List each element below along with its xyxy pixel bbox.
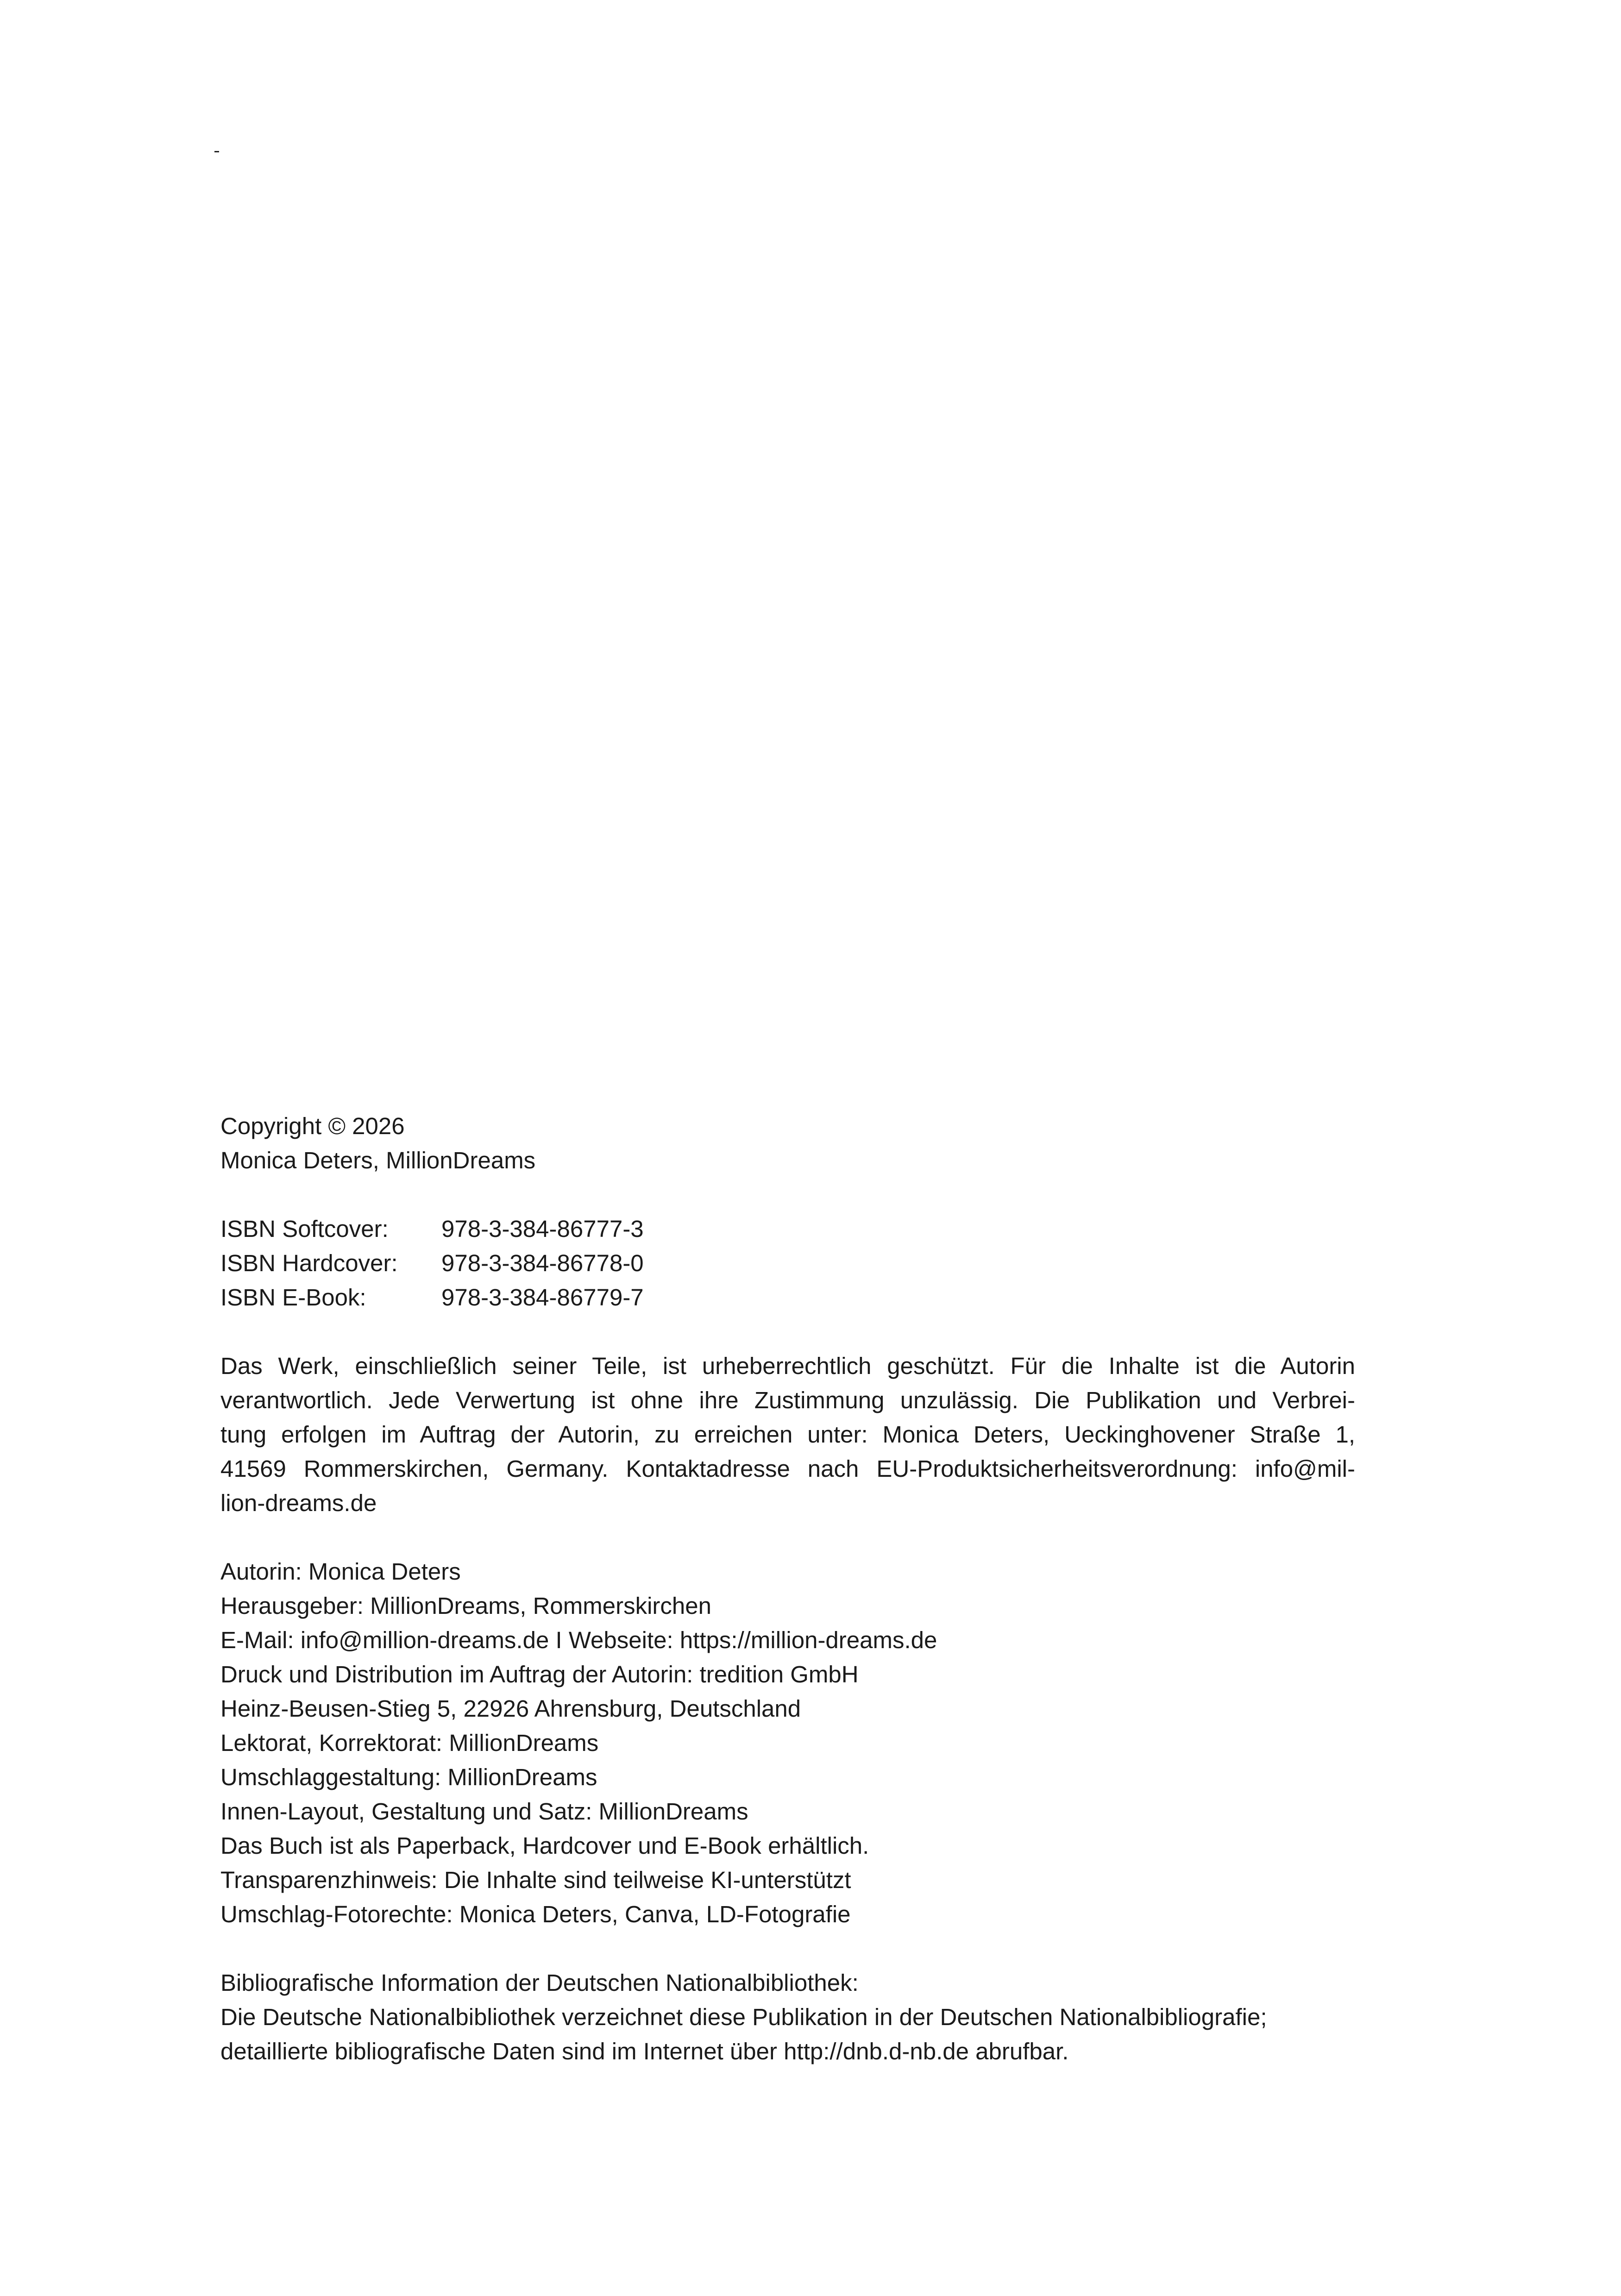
credit-editing: Lektorat, Korrektorat: MillionDreams	[220, 1730, 599, 1756]
isbn-label: ISBN E-Book:	[220, 1284, 366, 1311]
bibliographic-heading: Bibliografische Information der Deutschen Nationalbibliothek:	[220, 1970, 859, 1996]
legal-notice-line: tung erfolgen im Auftrag der Autorin, zu erreichen unter: Monica Deters, Ueckinghovener Straße 1,	[220, 1421, 1355, 1448]
credit-contact: E-Mail: info@million-dreams.de I Webseite: https://million-dreams.de	[220, 1627, 937, 1653]
page-mark-dash	[214, 151, 219, 152]
isbn-section	[220, 1212, 1355, 1315]
credit-printer-address: Heinz-Beusen-Stieg 5, 22926 Ahrensburg, Deutschland	[220, 1695, 801, 1722]
credit-author: Autorin: Monica Deters	[220, 1558, 461, 1585]
copyright-line: Copyright © 2026	[220, 1113, 405, 1139]
credit-formats: Das Buch ist als Paperback, Hardcover und E-Book erhältlich.	[220, 1832, 869, 1859]
legal-notice	[220, 1349, 1355, 1520]
credit-printing: Druck und Distribution im Auftrag der Autorin: tredition GmbH	[220, 1661, 859, 1687]
credit-cover-design: Umschlaggestaltung: MillionDreams	[220, 1764, 597, 1790]
legal-notice-line: lion-dreams.de	[220, 1490, 377, 1516]
credits-section	[220, 1555, 1355, 1932]
isbn-value: 978-3-384-86778-0	[441, 1250, 644, 1276]
bibliographic-info	[220, 1966, 1355, 2069]
copyright-section	[220, 1109, 1355, 1178]
copyright-holder: Monica Deters, MillionDreams	[220, 1147, 536, 1173]
bibliographic-line: detaillierte bibliografische Daten sind im Internet über http://dnb.d-nb.de abrufbar.	[220, 2038, 1069, 2064]
bibliographic-line: Die Deutsche Nationalbibliothek verzeichnet diese Publikation in der Deutschen Nationalbibliografie;	[220, 2004, 1267, 2030]
credit-photo-rights: Umschlag-Fotorechte: Monica Deters, Canva, LD-Fotografie	[220, 1901, 851, 1927]
isbn-row-ebook	[220, 1280, 1355, 1315]
legal-notice-line: Das Werk, einschließlich seiner Teile, ist urheberrechtlich geschützt. Für die Inhalte ist die Autorin	[220, 1353, 1355, 1379]
isbn-row-softcover	[220, 1212, 1355, 1246]
legal-notice-line: verantwortlich. Jede Verwertung ist ohne ihre Zustimmung unzulässig. Die Publikation und Verbrei-	[220, 1387, 1355, 1413]
isbn-row-hardcover	[220, 1246, 1355, 1280]
isbn-label: ISBN Softcover:	[220, 1216, 389, 1242]
credit-ai-notice: Transparenzhinweis: Die Inhalte sind teilweise KI-unterstützt	[220, 1867, 851, 1893]
credit-layout: Innen-Layout, Gestaltung und Satz: MillionDreams	[220, 1798, 748, 1825]
isbn-value: 978-3-384-86777-3	[441, 1216, 644, 1242]
isbn-value: 978-3-384-86779-7	[441, 1284, 644, 1311]
legal-notice-line: 41569 Rommerskirchen, Germany. Kontaktadresse nach EU-Produktsicherheitsverordnung: info@mil-	[220, 1455, 1355, 1482]
credit-publisher: Herausgeber: MillionDreams, Rommerskirchen	[220, 1593, 711, 1619]
isbn-label: ISBN Hardcover:	[220, 1250, 398, 1276]
imprint-block	[220, 1109, 1355, 2069]
